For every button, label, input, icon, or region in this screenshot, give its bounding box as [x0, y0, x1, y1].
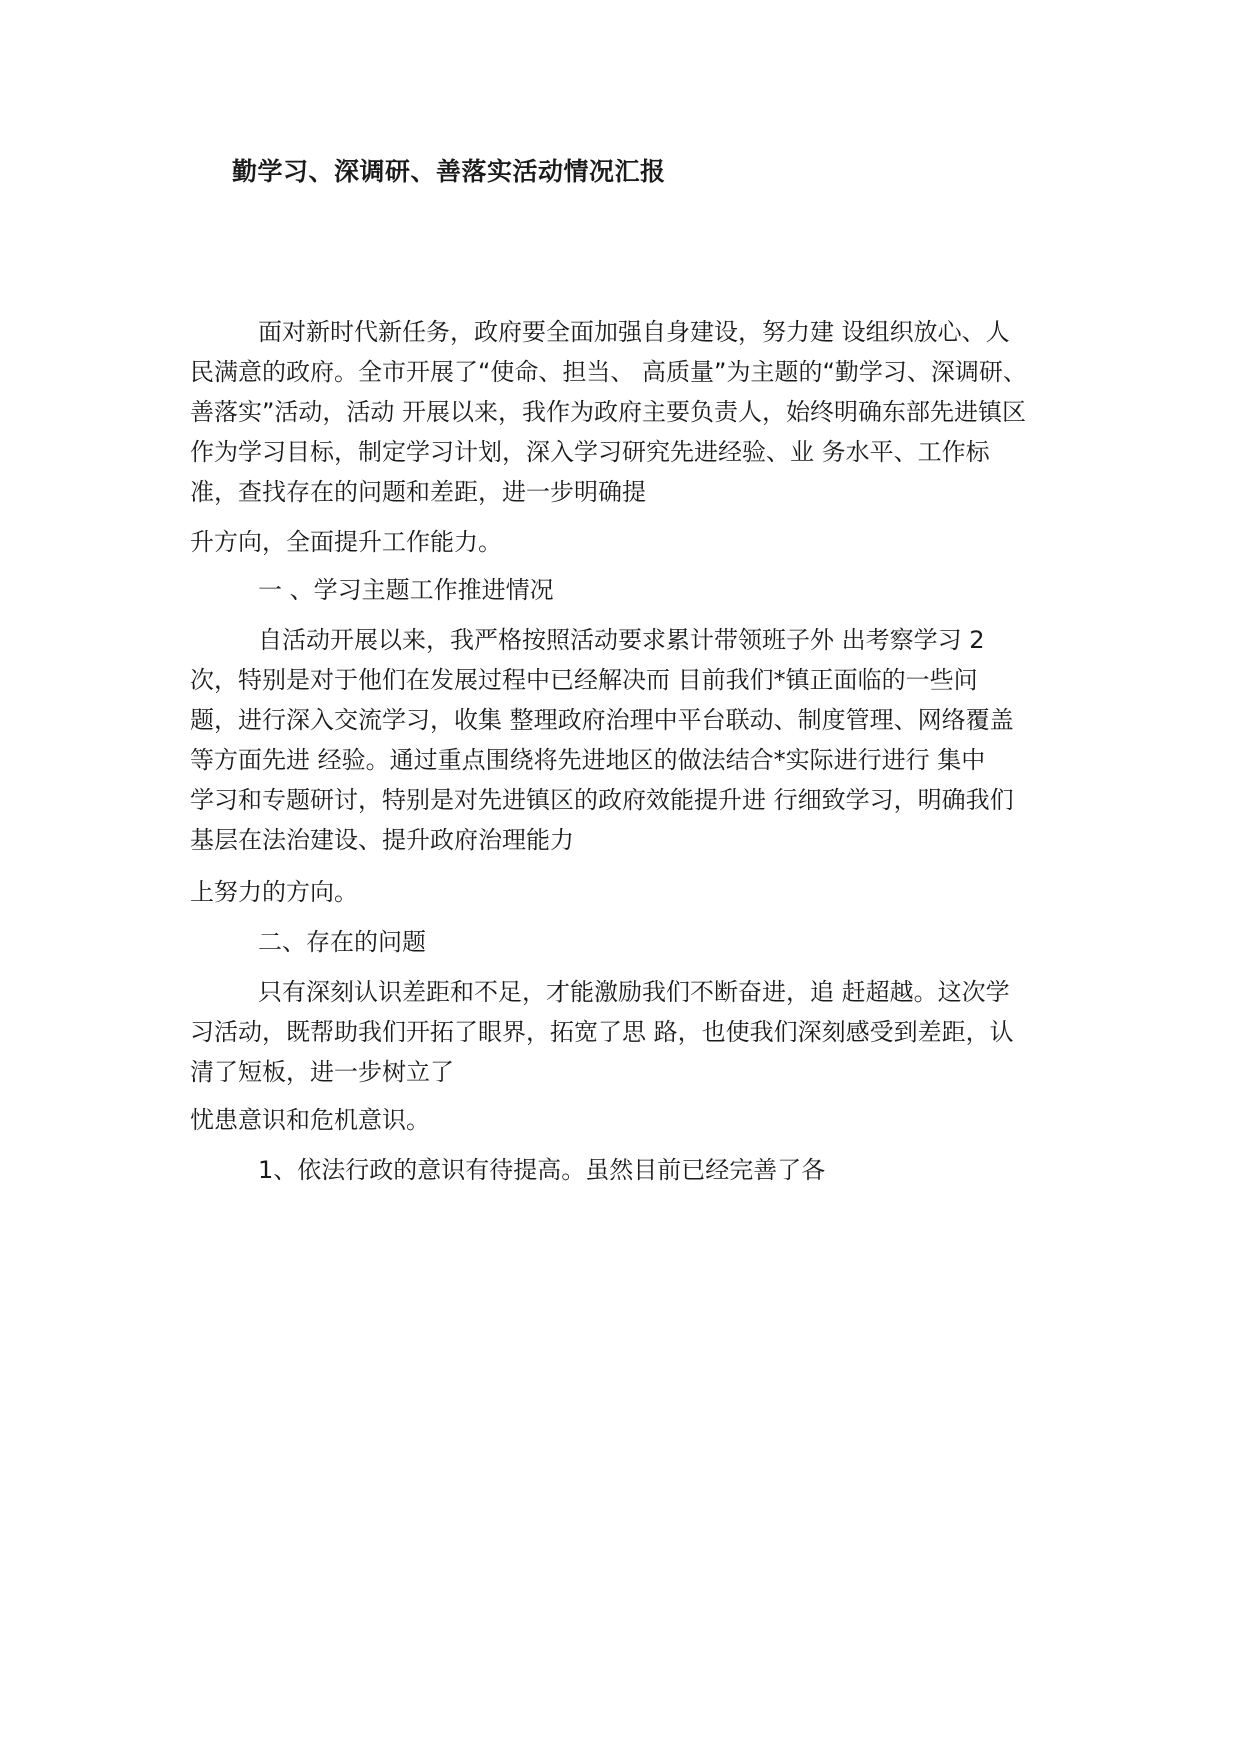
text-line: 习活动，既帮助我们开拓了眼界，拓宽了思 路，也使我们深刻感受到差距，认	[190, 1018, 1014, 1046]
paragraph-2	[190, 620, 1070, 860]
text-line: 等方面先进 经验。通过重点围绕将先进地区的做法结合*实际进行进行 集中	[190, 746, 986, 774]
text-line: 上努力的方向。	[190, 878, 358, 906]
text-line: 作为学习目标，制定学习计划，深入学习研究先进经验、业 务水平、工作标	[190, 438, 990, 466]
text-line: 民满意的政府。全市开展了“使命、担当、 高质量”为主题的“勤学习、深调研、	[190, 358, 1027, 386]
text-line: 清了短板，进一步树立了	[190, 1058, 454, 1086]
section-heading-1: 一 、学习主题工作推进情况	[258, 576, 554, 604]
text-line: 准，查找存在的问题和差距，进一步明确提	[190, 478, 646, 506]
document-title: 勤学习、深调研、善落实活动情况汇报	[232, 157, 666, 186]
section-heading-2: 二、存在的问题	[258, 928, 426, 956]
text-line: 次，特别是对于他们在发展过程中已经解决而 目前我们*镇正面临的一些问	[190, 666, 978, 694]
text-line: 只有深刻认识差距和不足，才能激励我们不断奋进，追 赶超越。这次学	[258, 978, 1010, 1006]
paragraph-1-tail	[190, 522, 1070, 562]
text-line: 学习和专题研讨，特别是对先进镇区的政府效能提升进 行细致学习，明确我们	[190, 786, 1014, 814]
text-line: 忧患意识和危机意识。	[190, 1106, 430, 1134]
text-line: 升方向，全面提升工作能力。	[190, 528, 502, 556]
text-line: 题，进行深入交流学习，收集 整理政府治理中平台联动、制度管理、网络覆盖	[190, 706, 1014, 734]
list-item-1: 1、依法行政的意识有待提高。虽然目前已经完善了各	[258, 1156, 826, 1184]
paragraph-2-tail	[190, 872, 1070, 912]
text-line: 自活动开展以来，我严格按照活动要求累计带领班子外 出考察学习 2	[258, 626, 985, 654]
paragraph-3	[190, 972, 1070, 1092]
text-line: 善落实”活动，活动 开展以来，我作为政府主要负责人，始终明确东部先进镇区	[190, 398, 1027, 426]
text-line: 面对新时代新任务，政府要全面加强自身建设，努力建 设组织放心、人	[258, 318, 1010, 346]
paragraph-3-tail	[190, 1100, 1070, 1140]
paragraph-1	[190, 312, 1070, 512]
text-line: 基层在法治建设、提升政府治理能力	[190, 826, 574, 854]
